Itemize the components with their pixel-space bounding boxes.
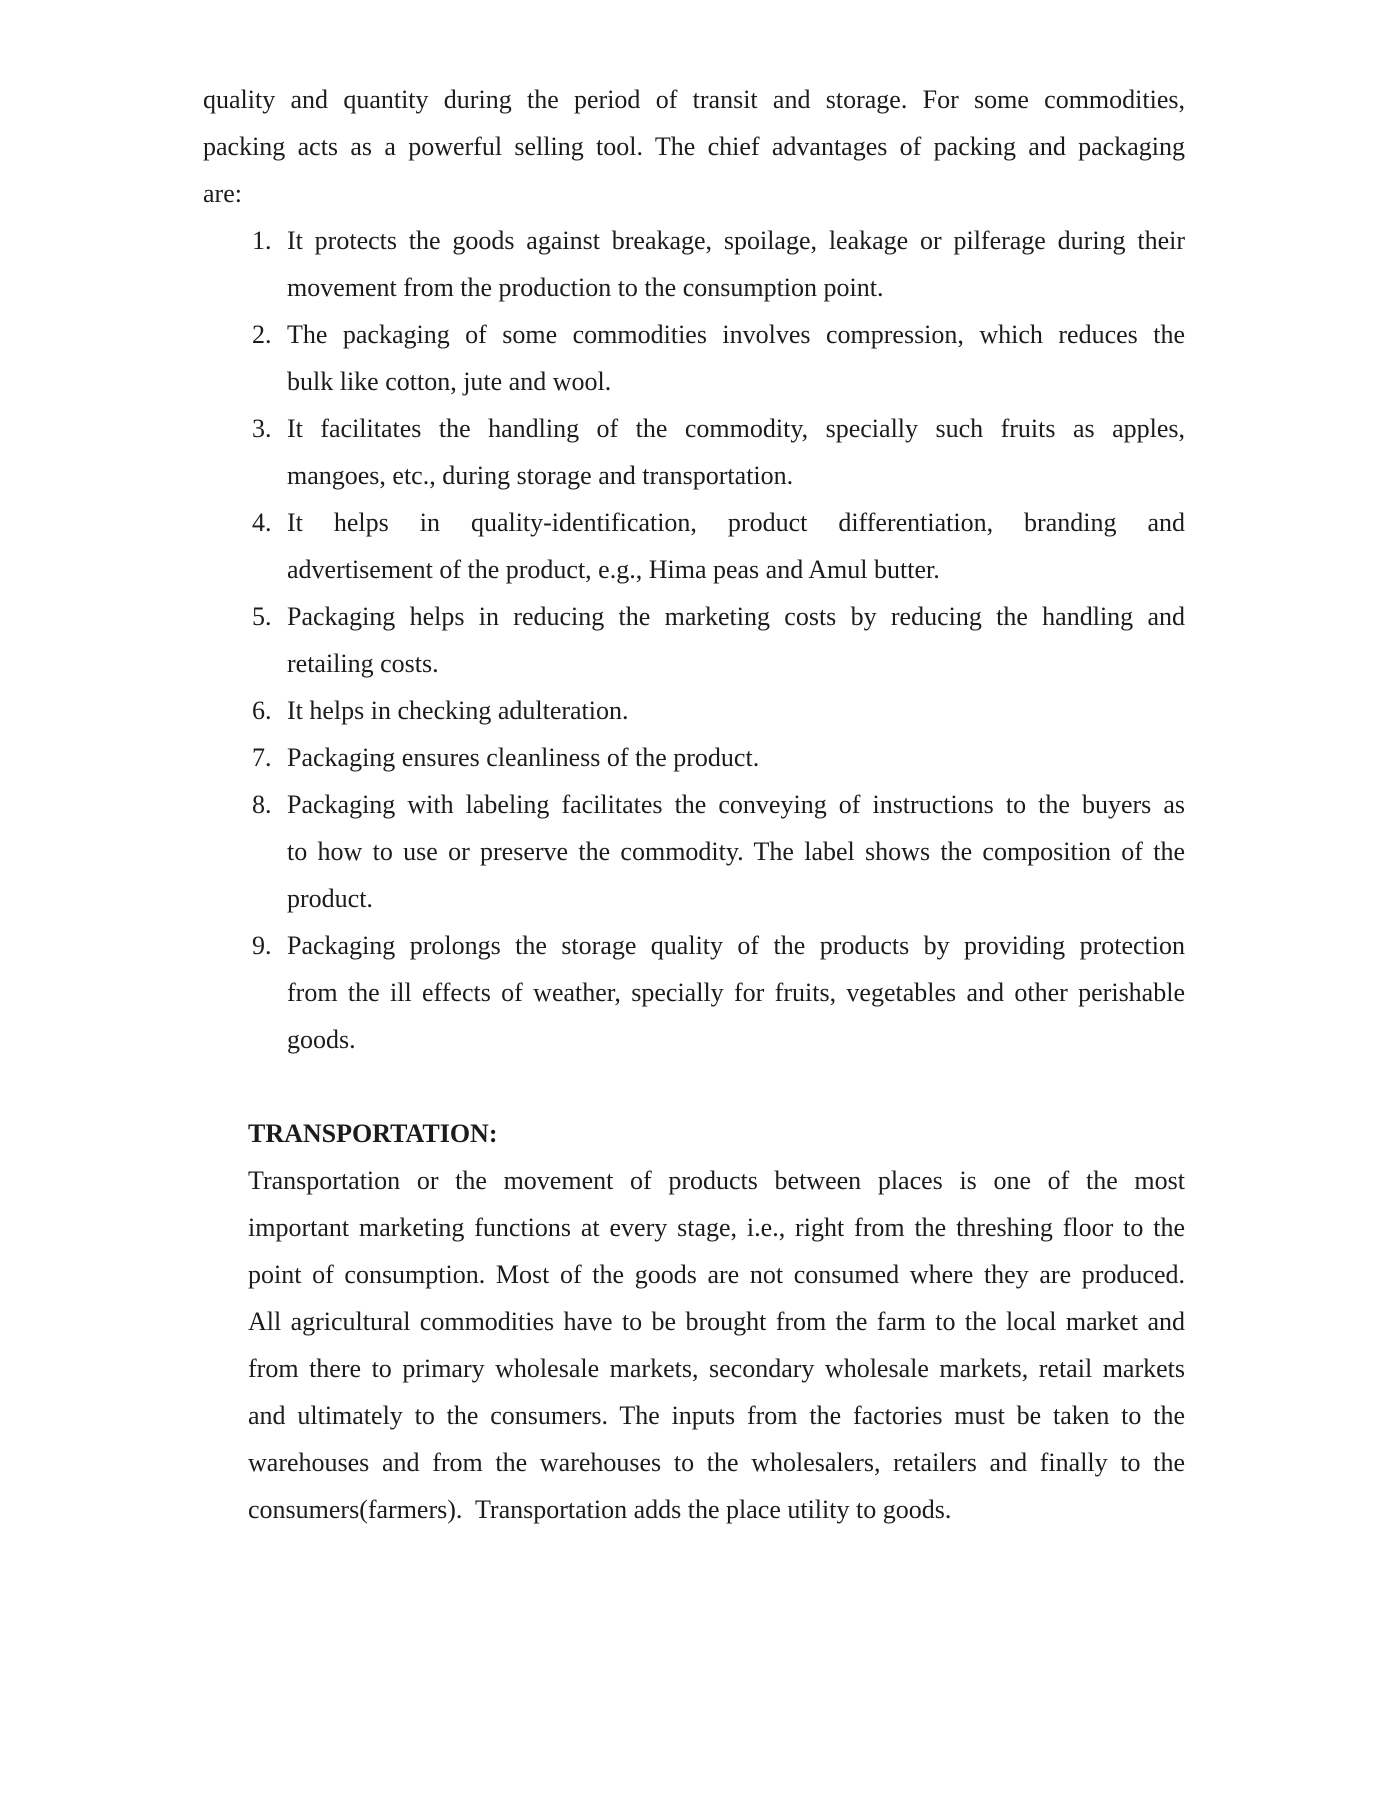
- list-item-number: 8.: [252, 790, 272, 819]
- advantages-list: [203, 217, 1185, 1063]
- list-item-line: movement from the production to the consumption point.: [287, 273, 884, 302]
- list-item-lines: [287, 687, 1185, 734]
- transportation-section: [248, 1110, 1185, 1533]
- list-item-line: mangoes, etc., during storage and transportation.: [287, 461, 794, 490]
- list-item-number: 1.: [252, 226, 272, 255]
- list-item: [203, 687, 1185, 734]
- section-heading: TRANSPORTATION:: [248, 1119, 498, 1148]
- list-item: [203, 405, 1185, 499]
- list-item-lines: [287, 217, 1185, 311]
- intro-line: quality and quantity during the period of transit and storage. For some commodities,: [203, 85, 1185, 114]
- intro-paragraph: [203, 76, 1185, 217]
- list-item: [203, 311, 1185, 405]
- intro-line: are:: [203, 179, 242, 208]
- list-item-number: 4.: [252, 508, 272, 537]
- list-item: [203, 781, 1185, 922]
- list-item-lines: [287, 781, 1185, 922]
- section-paragraph: [248, 1157, 1185, 1533]
- list-item-lines: [287, 405, 1185, 499]
- list-item: [203, 217, 1185, 311]
- list-item-line: Packaging with labeling facilitates the conveying of instructions to the buyers as: [287, 790, 1185, 819]
- intro-line: packing acts as a powerful selling tool. The chief advantages of packing and packaging: [203, 132, 1185, 161]
- list-item-lines: [287, 922, 1185, 1063]
- list-item-line: goods.: [287, 1025, 356, 1054]
- list-item-line: Packaging ensures cleanliness of the product.: [287, 743, 760, 772]
- list-item-lines: [287, 499, 1185, 593]
- list-item-number: 6.: [252, 696, 272, 725]
- section-line: important marketing functions at every stage, i.e., right from the threshing floor to the: [248, 1213, 1185, 1242]
- list-item-line: It protects the goods against breakage, spoilage, leakage or pilferage during their: [287, 226, 1185, 255]
- list-item: [203, 499, 1185, 593]
- list-item-line: product.: [287, 884, 373, 913]
- list-item-line: retailing costs.: [287, 649, 439, 678]
- section-line: All agricultural commodities have to be brought from the farm to the local market and: [248, 1307, 1185, 1336]
- list-item: [203, 922, 1185, 1063]
- section-line: warehouses and from the warehouses to the wholesalers, retailers and finally to the: [248, 1448, 1185, 1477]
- list-item-number: 2.: [252, 320, 272, 349]
- list-item: [203, 593, 1185, 687]
- list-item-line: to how to use or preserve the commodity. The label shows the composition of the: [287, 837, 1185, 866]
- list-item-number: 5.: [252, 602, 272, 631]
- list-item-number: 7.: [252, 743, 272, 772]
- list-item-line: It helps in quality-identification, product differentiation, branding and: [287, 508, 1185, 537]
- section-line: from there to primary wholesale markets, secondary wholesale markets, retail markets: [248, 1354, 1185, 1383]
- list-item: [203, 734, 1185, 781]
- list-item-line: It helps in checking adulteration.: [287, 696, 629, 725]
- list-item-number: 9.: [252, 931, 272, 960]
- list-item-lines: [287, 311, 1185, 405]
- list-item-lines: [287, 593, 1185, 687]
- list-item-number: 3.: [252, 414, 272, 443]
- section-line: point of consumption. Most of the goods are not consumed where they are produced.: [248, 1260, 1185, 1289]
- list-item-line: It facilitates the handling of the commodity, specially such fruits as apples,: [287, 414, 1185, 443]
- list-item-line: advertisement of the product, e.g., Hima peas and Amul butter.: [287, 555, 940, 584]
- list-item-line: The packaging of some commodities involves compression, which reduces the: [287, 320, 1185, 349]
- list-item-line: bulk like cotton, jute and wool.: [287, 367, 612, 396]
- section-line: Transportation or the movement of products between places is one of the most: [248, 1166, 1185, 1195]
- list-item-lines: [287, 734, 1185, 781]
- list-item-line: Packaging prolongs the storage quality of the products by providing protection: [287, 931, 1185, 960]
- section-line: consumers(farmers). Transportation adds the place utility to goods.: [248, 1495, 952, 1524]
- list-item-line: from the ill effects of weather, specially for fruits, vegetables and other perishable: [287, 978, 1185, 1007]
- section-line: and ultimately to the consumers. The inputs from the factories must be taken to the: [248, 1401, 1185, 1430]
- list-item-line: Packaging helps in reducing the marketing costs by reducing the handling and: [287, 602, 1185, 631]
- document-content: [203, 76, 1185, 1533]
